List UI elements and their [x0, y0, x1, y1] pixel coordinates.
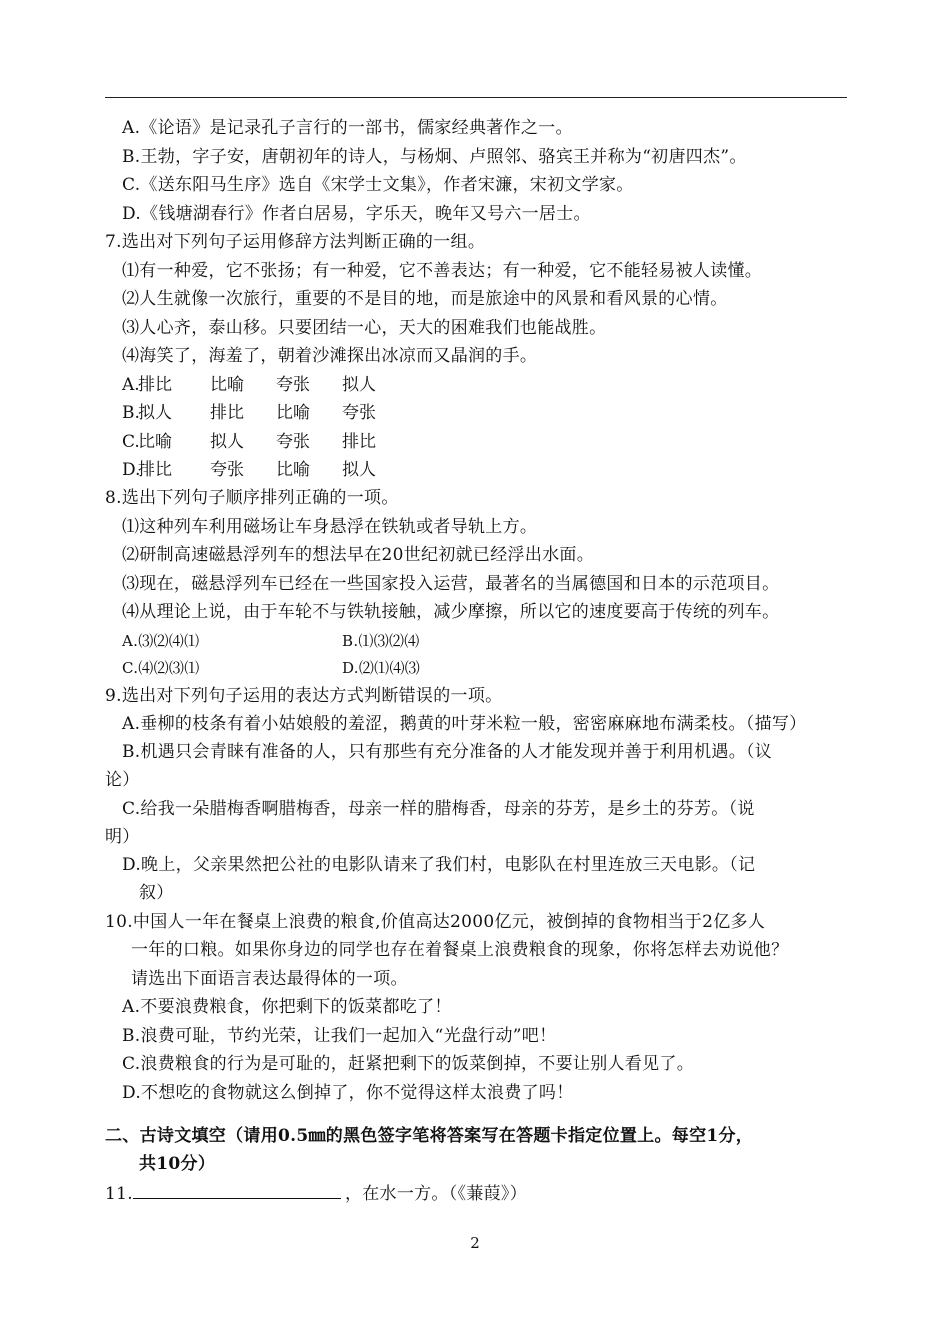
q10-stem-line-1: 10.中国人一年在餐桌上浪费的粮食,价值高达2000亿元，被倒掉的食物相当于2亿多人 [105, 912, 766, 932]
q6-option-b: B.王勃，字子安，唐朝初年的诗人，与杨炯、卢照邻、骆宾王并称为“初唐四杰”。 [122, 147, 747, 167]
q7-sentence-2: ⑵人生就像一次旅行，重要的不是目的地，而是旅途中的风景和看风景的心情。 [122, 289, 728, 309]
q10-option-c: C.浪费粮食的行为是可耻的，赶紧把剩下的饭菜倒掉，不要让别人看见了。 [122, 1054, 695, 1074]
q8-option-c: C.⑷⑵⑶⑴ [122, 659, 200, 677]
q6-option-d: D.《钱塘湖春行》作者白居易，字乐天，晚年又号六一居士。 [122, 204, 591, 224]
q7-option-item: 比喻 [276, 403, 310, 423]
q7-sentence-4: ⑷海笑了，海羞了，朝着沙滩探出冰凉而又晶润的手。 [122, 346, 538, 366]
q6-option-c: C.《送东阳马生序》选自《宋学士文集》，作者宋濂，宋初文学家。 [122, 175, 634, 195]
q11-answer-blank[interactable] [133, 1182, 341, 1199]
q7-option-letter: A. [122, 375, 140, 395]
q10-option-d: D.不想吃的食物就这么倒掉了，你不觉得这样太浪费了吗！ [122, 1083, 574, 1103]
section-2-title-wrap: 共10分） [139, 1154, 216, 1174]
q7-sentence-1: ⑴有一种爱，它不张扬；有一种爱，它不善表达；有一种爱，它不能轻易被人读懂。 [122, 261, 763, 281]
q9-option-c-wrap: 明） [105, 827, 140, 847]
q9-stem: 9.选出对下列句子运用的表达方式判断错误的一项。 [105, 686, 503, 706]
q9-option-a: A.垂柳的枝条有着小姑娘般的羞涩，鹅黄的叶芽米粒一般，密密麻麻地布满柔枝。（描写） [122, 714, 807, 734]
q8-option-a: A.⑶⑵⑷⑴ [122, 632, 200, 650]
q7-option-item: 比喻 [210, 375, 244, 395]
section-2-title: 二、古诗文填空（请用0.5㎜的黑色签字笔将答案写在答题卡指定位置上。每空1分， [105, 1126, 754, 1146]
q6-option-a: A.《论语》是记录孔子言行的一部书，儒家经典著作之一。 [122, 118, 573, 138]
q7-option-letter: B. [122, 403, 140, 423]
q7-option-c [122, 431, 422, 453]
q11 [105, 1182, 527, 1205]
q7-option-item: 排比 [138, 375, 172, 395]
q11-number: 11. [105, 1184, 133, 1204]
q7-option-item: 排比 [342, 432, 376, 452]
q8-stem: 8.选出下列句子顺序排列正确的一项。 [105, 488, 399, 508]
q7-option-item: 拟人 [342, 375, 376, 395]
q7-option-item: 夸张 [342, 403, 376, 423]
q9-option-d: D.晚上，父亲果然把公社的电影队请来了我们村，电影队在村里连放三天电影。（记 [122, 855, 756, 875]
q9-option-c: C.给我一朵腊梅香啊腊梅香，母亲一样的腊梅香，母亲的芬芳，是乡土的芬芳。（说 [122, 799, 755, 819]
q8-sentence-3: ⑶现在，磁悬浮列车已经在一些国家投入运营，最著名的当属德国和日本的示范项目。 [122, 574, 780, 594]
q7-sentence-3: ⑶人心齐，泰山移。只要团结一心，天大的困难我们也能战胜。 [122, 318, 607, 338]
q10-stem-line-2: 一年的口粮。如果你身边的同学也存在着餐桌上浪费粮食的现象，你将怎样去劝说他？ [131, 940, 789, 960]
q7-option-a [122, 374, 422, 396]
q7-option-item: 比喻 [138, 432, 172, 452]
q7-stem: 7.选出对下列句子运用修辞方法判断正确的一组。 [105, 232, 486, 252]
q10-option-a: A.不要浪费粮食，你把剩下的饭菜都吃了！ [122, 997, 452, 1017]
q7-option-item: 比喻 [276, 460, 310, 480]
q7-option-item: 排比 [210, 403, 244, 423]
q7-option-d [122, 459, 422, 481]
q7-option-item: 拟人 [210, 432, 244, 452]
q9-option-d-wrap: 叙） [139, 883, 174, 903]
q7-option-item: 排比 [138, 460, 172, 480]
q8-sentence-1: ⑴这种列车利用磁场让车身悬浮在铁轨或者导轨上方。 [122, 517, 538, 537]
q7-option-item: 夸张 [210, 460, 244, 480]
q7-option-item: 拟人 [342, 460, 376, 480]
q8-sentence-2: ⑵研制高速磁悬浮列车的想法早在20世纪初就已经浮出水面。 [122, 545, 595, 565]
q8-sentence-4: ⑷从理论上说，由于车轮不与铁轨接触，减少摩擦，所以它的速度要高于传统的列车。 [122, 602, 780, 622]
q11-text: ，在水一方。（《蒹葭》） [344, 1184, 528, 1204]
q9-option-b-wrap: 论） [105, 770, 140, 790]
q8-option-d: D.⑵⑴⑷⑶ [342, 659, 421, 677]
q7-option-b [122, 402, 422, 424]
header-rule [105, 97, 847, 98]
q7-option-item: 夸张 [276, 375, 310, 395]
q10-option-b: B.浪费可耻，节约光荣，让我们一起加入“光盘行动”吧！ [122, 1026, 557, 1046]
page-number: 2 [470, 1234, 480, 1252]
q7-option-item: 夸张 [276, 432, 310, 452]
q7-option-letter: D. [122, 460, 141, 480]
q7-option-letter: C. [122, 432, 140, 452]
q7-option-item: 拟人 [138, 403, 172, 423]
q8-option-b: B.⑴⑶⑵⑷ [342, 632, 420, 650]
q9-option-b: B.机遇只会青睐有准备的人，只有那些有充分准备的人才能发现并善于利用机遇。（议 [122, 742, 773, 762]
q10-stem-line-3: 请选出下面语言表达最得体的一项。 [131, 969, 408, 989]
